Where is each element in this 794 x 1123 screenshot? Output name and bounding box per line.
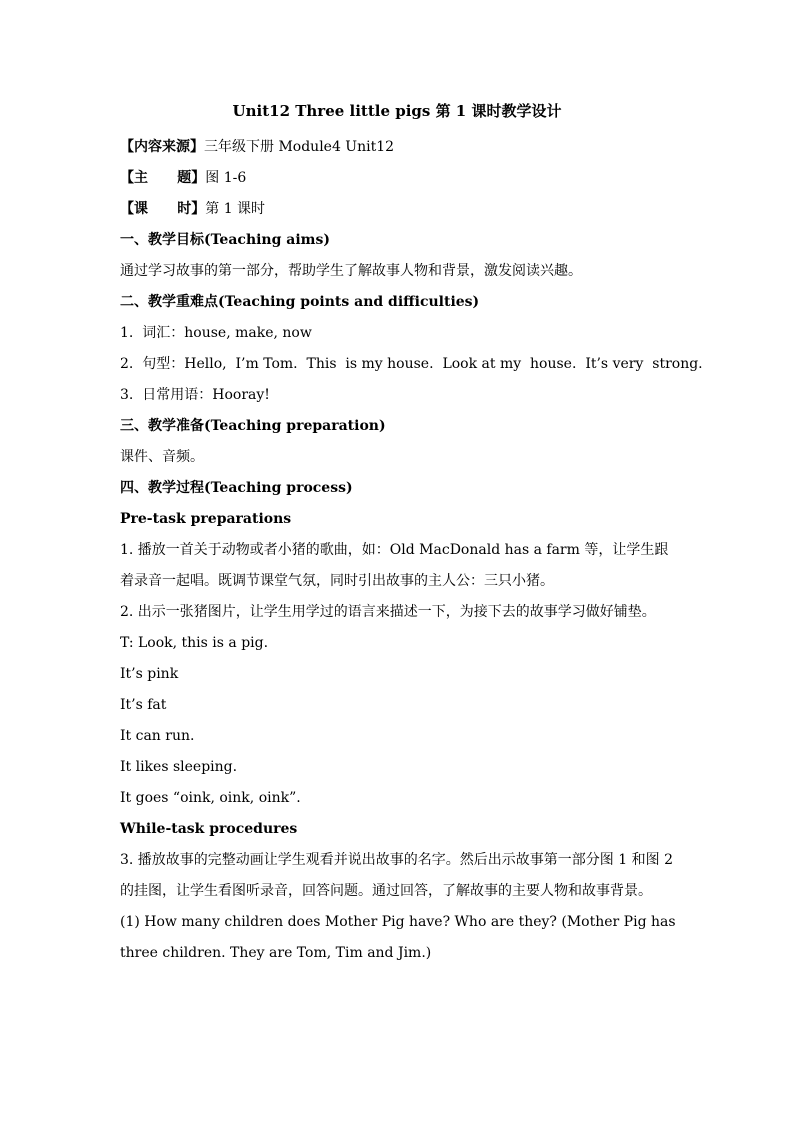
process-step-2: 2. 出示一张猪图片，让学生用学过的语言来描述一下，为接下去的故事学习做好铺垫。 — [120, 604, 656, 620]
dialogue-line: It likes sleeping. — [120, 759, 238, 775]
points-item-expressions: 3. 日常用语：Hooray! — [120, 387, 270, 403]
process-question-1: (1) How many children does Mother Pig have? Who are they? (Mother Pig has three children. They are Tom, Tim and Jim.) — [120, 914, 676, 961]
meta-period-label: 【课 时】 — [120, 201, 206, 217]
section-preparation-text: 课件、音频。 — [120, 449, 204, 465]
dialogue-line: It’s pink — [120, 666, 179, 682]
dialogue-line: T: Look, this is a pig. — [120, 635, 269, 651]
meta-topic — [120, 163, 676, 194]
pre-task-heading: Pre-task preparations — [120, 511, 292, 527]
process-step-3: 3. 播放故事的完整动画让学生观看并说出故事的名字。然后出示故事第一部分图 1 和图 2 的挂图，让学生看图听录音，回答问题。通过回答，了解故事的主要人物和故事背景。 — [120, 852, 673, 899]
meta-topic-label: 【主 题】 — [120, 170, 206, 186]
process-step-1: 1. 播放一首关于动物或者小猪的歌曲，如：Old MacDonald has a farm 等，让学生跟着录音一起唱。既调节课堂气氛，同时引出故事的主人公：三只小猪。 — [120, 542, 669, 589]
section-points-heading: 二、教学重难点(Teaching points and difficulties) — [120, 294, 480, 310]
points-item-sentences: 2. 句型：Hello, I’m Tom. This is my house. Look at my house. It’s very strong. — [120, 356, 703, 372]
meta-source-value: 三年级下册 Module4 Unit12 — [204, 139, 395, 155]
meta-source — [120, 132, 676, 163]
points-item-vocab: 1. 词汇：house, make, now — [120, 325, 312, 341]
meta-topic-value: 图 1-6 — [205, 170, 247, 186]
section-aims-text: 通过学习故事的第一部分，帮助学生了解故事人物和背景，激发阅读兴趣。 — [120, 263, 582, 279]
dialogue-line: It goes “oink, oink, oink”. — [120, 790, 301, 806]
section-preparation-heading: 三、教学准备(Teaching preparation) — [120, 418, 386, 434]
document-body — [120, 132, 703, 969]
dialogue-line: It’s fat — [120, 697, 167, 713]
meta-source-label: 【内容来源】 — [120, 139, 204, 155]
while-task-heading: While-task procedures — [120, 821, 298, 837]
dialogue-line: It can run. — [120, 728, 195, 744]
document-title: Unit12 Three little pigs 第 1 课时教学设计 — [232, 102, 562, 120]
section-process-heading: 四、教学过程(Teaching process) — [120, 480, 353, 496]
meta-period — [120, 194, 676, 225]
section-aims-heading: 一、教学目标(Teaching aims) — [120, 232, 330, 248]
meta-period-value: 第 1 课时 — [205, 201, 266, 217]
